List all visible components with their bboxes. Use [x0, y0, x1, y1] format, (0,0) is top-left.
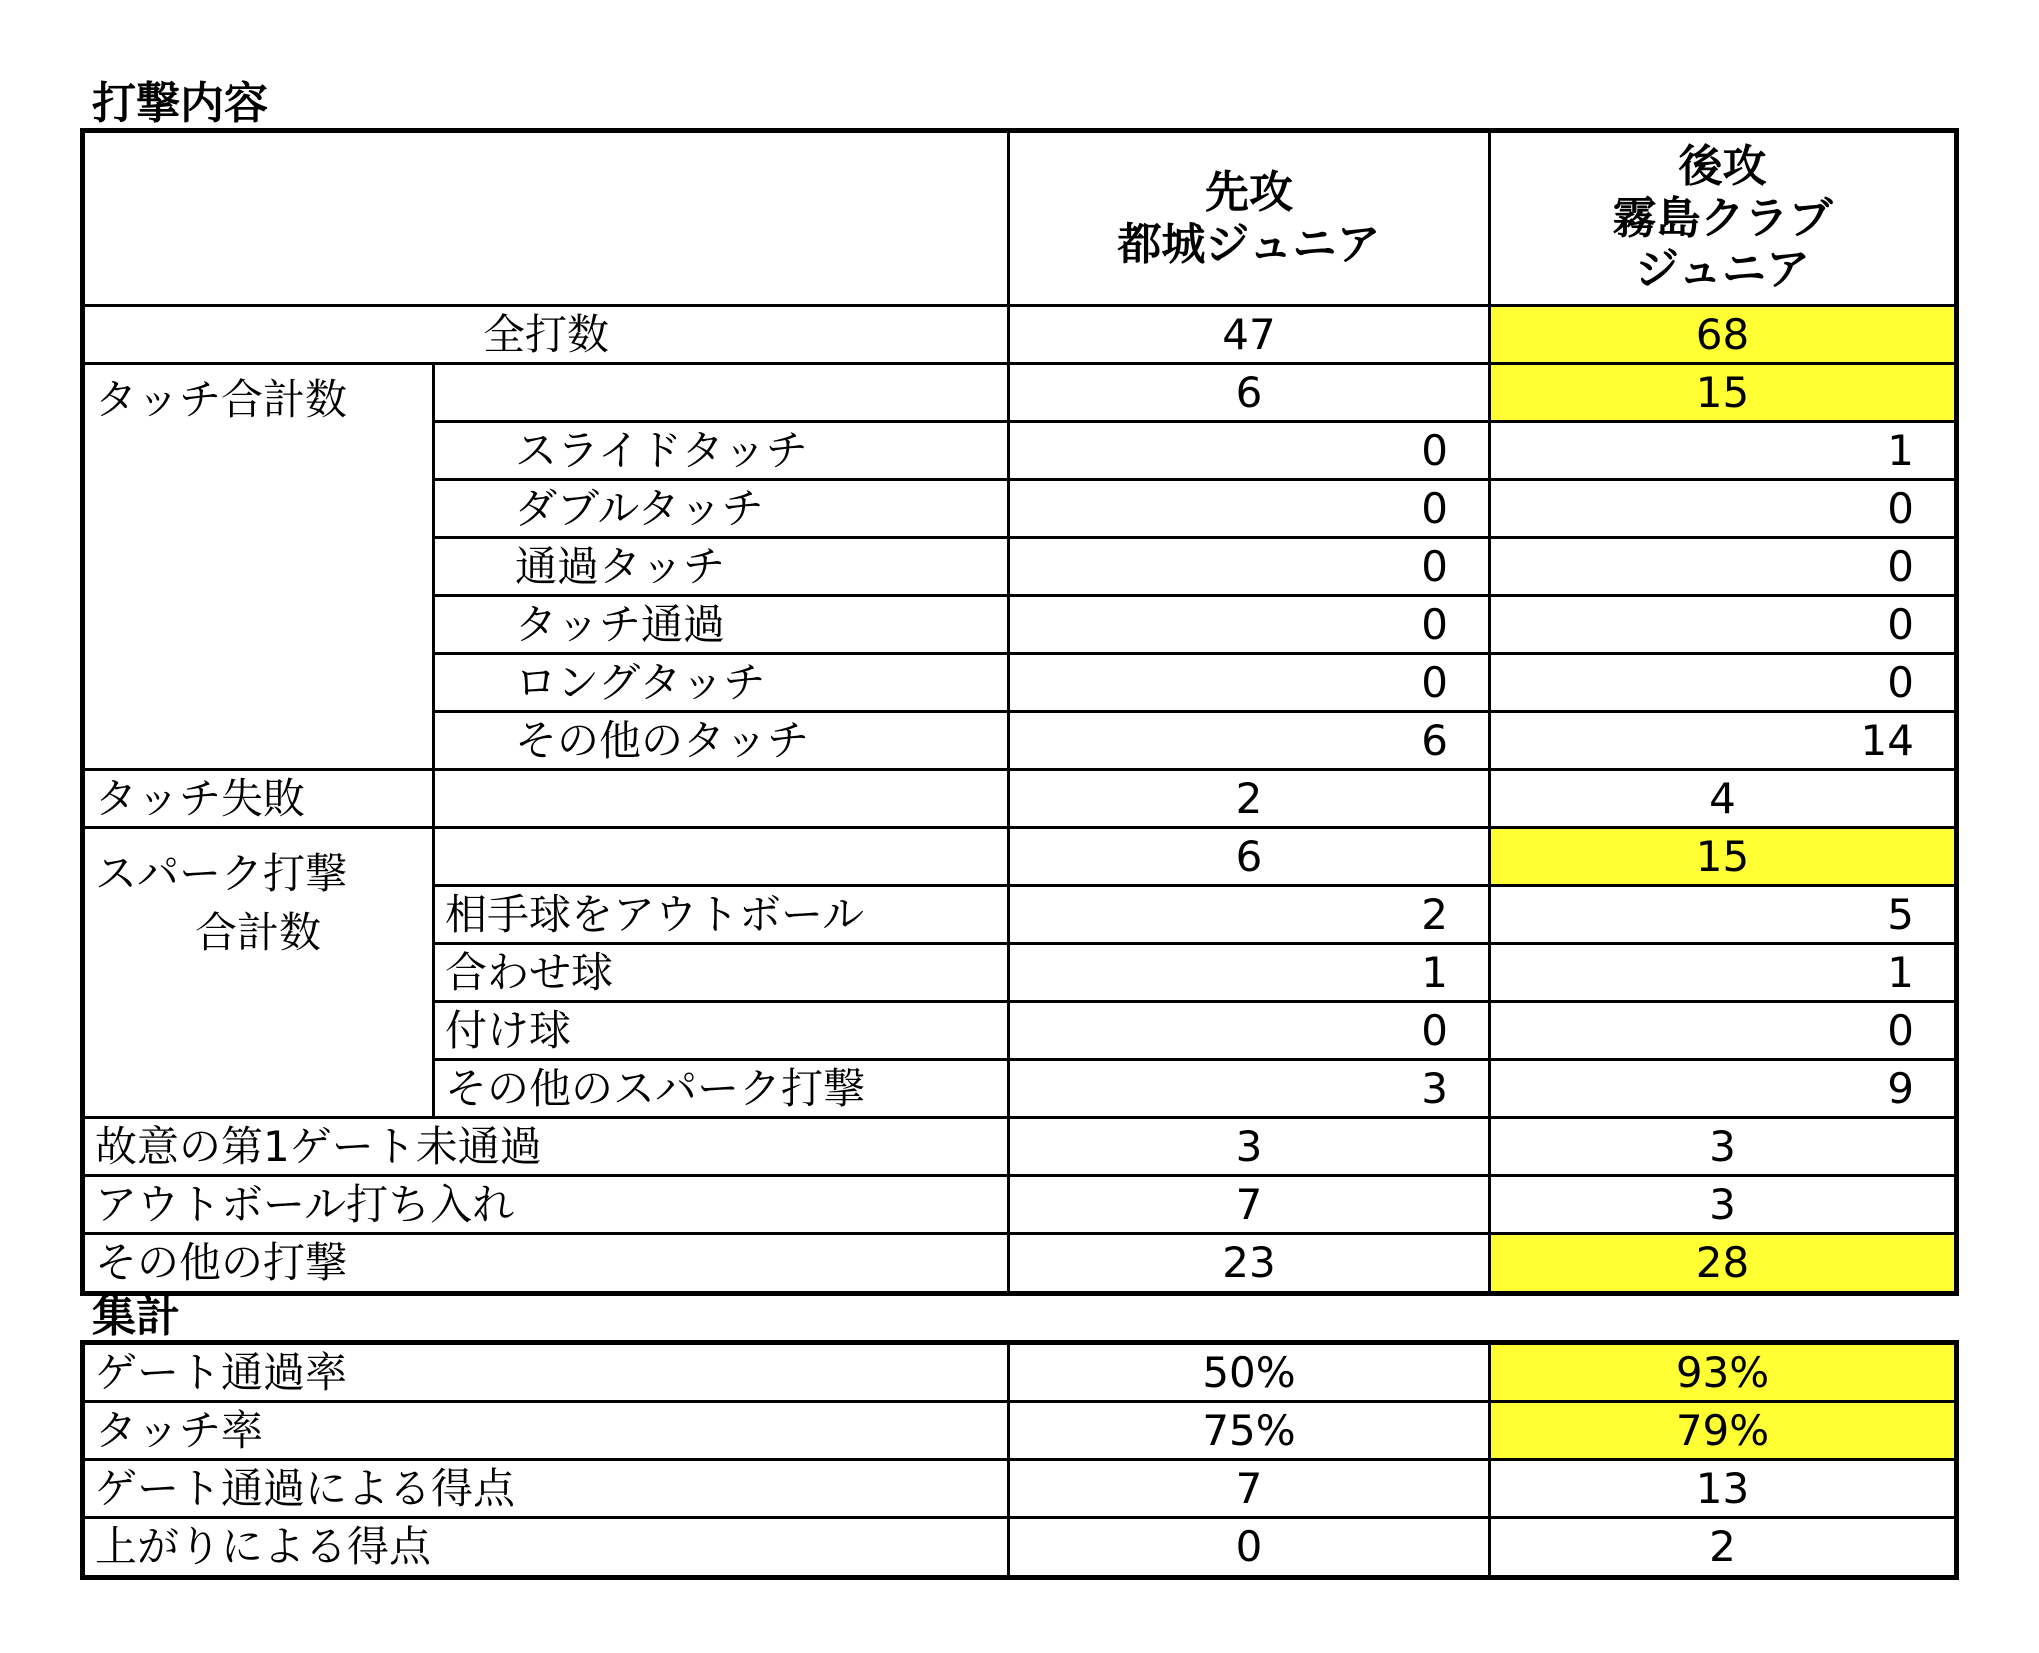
spark-attach-team1: 0 [1010, 1003, 1491, 1061]
gate-points-team1: 7 [1010, 1461, 1491, 1519]
double-touch-label: ダブルタッチ [435, 481, 1010, 539]
header-team2 [1491, 133, 1954, 307]
slide-touch-label: スライドタッチ [435, 423, 1010, 481]
header-blank-cell [85, 133, 1010, 307]
finish-points-team1: 0 [1010, 1519, 1491, 1575]
total-team1: 47 [1010, 307, 1491, 365]
finish-points-team2: 2 [1709, 1522, 1736, 1571]
long-touch-team2: 0 [1491, 655, 1954, 713]
spark-out-team2: 5 [1491, 887, 1954, 945]
team2-name-line2: ジュニア [1634, 244, 1811, 296]
touch-total-team2: 15 [1491, 365, 1954, 423]
outball-in-team2: 3 [1491, 1177, 1954, 1235]
spark-total-team1: 6 [1010, 829, 1491, 887]
spark-out-label: 相手球をアウトボール [435, 887, 1010, 945]
spark-attach-label: 付け球 [435, 1003, 1010, 1061]
spark-total-team2: 15 [1491, 829, 1954, 887]
touch-total-sublabel [435, 365, 1010, 423]
touch-pass-label: タッチ通過 [435, 597, 1010, 655]
spark-attach-team2: 0 [1491, 1003, 1954, 1061]
touch-total-label: タッチ合計数 [85, 365, 435, 771]
intent-gate1-team1: 3 [1010, 1119, 1491, 1177]
gate-points-label: ゲート通過による得点 [85, 1461, 1010, 1519]
team1-order: 先攻 [1205, 166, 1293, 218]
touch-pass-team1: 0 [1010, 597, 1491, 655]
spark-total-sublabel [435, 829, 1010, 887]
batting-section-title: 打撃内容 [92, 78, 268, 129]
other-touch-label: その他のタッチ [435, 713, 1010, 771]
total-label: 全打数 [85, 307, 1010, 365]
spark-other-label: その他のスパーク打撃 [435, 1061, 1010, 1119]
pass-touch-team2: 0 [1491, 539, 1954, 597]
spark-combine-team2: 1 [1491, 945, 1954, 1003]
touch-fail-team2: 4 [1491, 771, 1954, 829]
finish-points-label: 上がりによる得点 [85, 1519, 1010, 1575]
summary-section-title: 集計 [92, 1291, 180, 1342]
other-hits-team1: 23 [1010, 1235, 1491, 1291]
spark-total-label-line2: 合計数 [195, 907, 322, 957]
spark-out-team1: 2 [1010, 887, 1491, 945]
touch-rate-team2: 79% [1491, 1403, 1954, 1461]
touch-pass-team2: 0 [1491, 597, 1954, 655]
batting-table [80, 128, 1959, 1296]
touch-fail-label: タッチ失敗 [85, 771, 435, 829]
team2-order: 後攻 [1678, 140, 1767, 192]
total-team2: 68 [1491, 307, 1954, 365]
touch-fail-sublabel [435, 771, 1010, 829]
other-hits-team2: 28 [1491, 1235, 1954, 1291]
header-team1 [1010, 133, 1491, 307]
double-touch-team1: 0 [1010, 481, 1491, 539]
other-touch-team2: 14 [1491, 713, 1954, 771]
gate-rate-team2: 93% [1491, 1345, 1954, 1403]
spark-combine-label: 合わせ球 [435, 945, 1010, 1003]
touch-rate-label: タッチ率 [85, 1403, 1010, 1461]
long-touch-label: ロングタッチ [435, 655, 1010, 713]
summary-table [80, 1340, 1959, 1580]
spark-total-label [85, 829, 435, 1119]
spark-other-team2: 9 [1491, 1061, 1954, 1119]
intent-gate1-label: 故意の第1ゲート未通過 [85, 1119, 1010, 1177]
slide-touch-team2: 1 [1491, 423, 1954, 481]
gate-points-team2: 13 [1491, 1461, 1954, 1519]
other-hits-label: その他の打撃 [85, 1235, 1010, 1291]
other-touch-team1: 6 [1010, 713, 1491, 771]
touch-rate-team1: 75% [1010, 1403, 1491, 1461]
outball-in-label: アウトボール打ち入れ [85, 1177, 1010, 1235]
team2-name-line1: 霧島クラブ [1612, 192, 1833, 244]
team1-name: 都城ジュニア [1117, 218, 1381, 270]
spark-other-team1: 3 [1010, 1061, 1491, 1119]
long-touch-team1: 0 [1010, 655, 1491, 713]
pass-touch-label: 通過タッチ [435, 539, 1010, 597]
spark-total-label-line1: スパーク打撃 [95, 849, 348, 898]
outball-in-team1: 7 [1010, 1177, 1491, 1235]
gate-rate-team1: 50% [1010, 1345, 1491, 1403]
pass-touch-team1: 0 [1010, 539, 1491, 597]
gate-rate-label: ゲート通過率 [85, 1345, 1010, 1403]
double-touch-team2: 0 [1491, 481, 1954, 539]
spark-combine-team1: 1 [1010, 945, 1491, 1003]
slide-touch-team1: 0 [1010, 423, 1491, 481]
intent-gate1-team2: 3 [1491, 1119, 1954, 1177]
touch-fail-team1: 2 [1010, 771, 1491, 829]
touch-total-team1: 6 [1010, 365, 1491, 423]
